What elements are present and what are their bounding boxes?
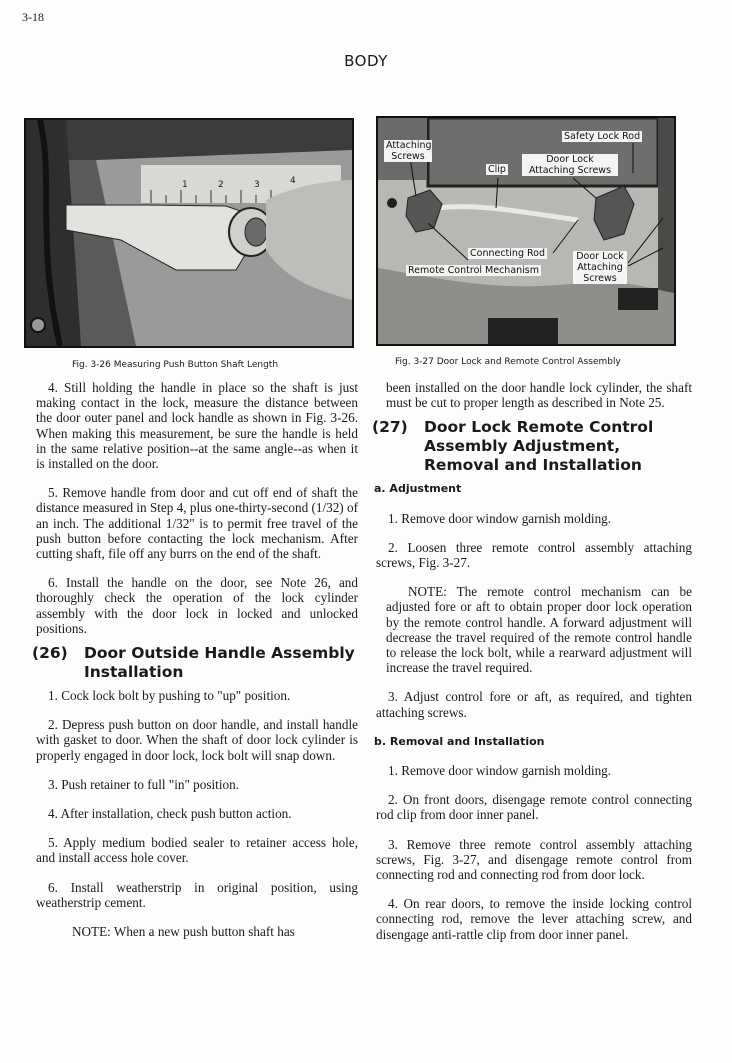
- callout-remote-control-mechanism: Remote Control Mechanism: [408, 265, 540, 276]
- section-26-step-3: 3. Push retainer to full "in" position.: [48, 776, 239, 792]
- right-column: [372, 380, 692, 956]
- figure-3-27-photo: [376, 116, 676, 346]
- callout-door-lock-attaching-screws-top: Door Lock Attaching Screws: [522, 154, 618, 176]
- section-26-step-4: 4. After installation, check push button action.: [48, 806, 292, 822]
- note-continued: been installed on the door handle lock cylinder, the shaft must be cut to proper length as described in Note 25.: [386, 380, 692, 411]
- ruler-mark-2: 2: [218, 180, 224, 190]
- figure-3-26-photo: [24, 118, 354, 348]
- section-26-step-1: 1. Cock lock bolt by pushing to "up" position.: [48, 688, 291, 704]
- step-5-paragraph: 5. Remove handle from door and cut off end of shaft the distance measured in Step 4, plus one-thirty-second (1/32) of an inch. The additional 1/32" is to permit free travel of the push button before contacting the lock mechanism. After cutting shaft, file off any burrs on the end of the shaft.: [36, 485, 358, 562]
- section-26-number: (26): [32, 644, 68, 663]
- section-27-number: (27): [372, 418, 408, 437]
- page-title: BODY: [344, 52, 388, 70]
- adjustment-note: NOTE: The remote control mechanism can be adjusted fore or aft to obtain proper door lock operation by the remote control handle. A forward adjustment will decrease the travel required of the remote control handle to release the lock bolt, while a rearward adjustment will increase the travel required.: [386, 584, 692, 676]
- figure-3-27-caption: Fig. 3-27 Door Lock and Remote Control Assembly: [395, 357, 621, 367]
- removal-step-1: 1. Remove door window garnish molding.: [388, 763, 612, 779]
- left-column: [32, 380, 358, 953]
- step-6-paragraph: 6. Install the handle on the door, see Note 26, and thoroughly check the operation of the lock cylinder assembly with the door lock in locked and unlocked positions.: [36, 575, 358, 636]
- removal-heading: b. Removal and Installation: [374, 734, 545, 748]
- section-26-step-2: 2. Depress push button on door handle, and install handle with gasket to door. When the shaft of door lock cylinder is properly engaged in door lock, lock bolt will snap down.: [36, 717, 358, 763]
- callout-attaching-screws: Attaching Screws: [386, 140, 432, 162]
- callout-door-lock-attaching-screws-bottom: Door Lock Attaching Screws: [573, 251, 627, 284]
- callout-connecting-rod: Connecting Rod: [470, 248, 546, 259]
- section-26-title: Door Outside Handle Assembly Installation: [84, 644, 355, 682]
- adjustment-step-1: 1. Remove door window garnish molding.: [388, 510, 612, 526]
- section-27-heading: [372, 418, 692, 475]
- page-number: 3-18: [22, 10, 44, 24]
- section-26-step-6: 6. Install weatherstrip in original position, using weatherstrip cement.: [36, 879, 358, 910]
- ruler-mark-1: 1: [182, 180, 188, 190]
- callout-safety-lock-rod: Safety Lock Rod: [564, 131, 641, 142]
- figure-3-26-caption: Fig. 3-26 Measuring Push Button Shaft Length: [72, 360, 279, 370]
- section-27-title: Door Lock Remote Control Assembly Adjustment, Removal and Installation: [424, 418, 654, 475]
- callout-clip: Clip: [488, 164, 506, 175]
- adjustment-step-2: 2. Loosen three remote control assembly attaching screws, Fig. 3-27.: [376, 539, 692, 571]
- adjustment-step-3: 3. Adjust control fore or aft, as required, and tighten attaching screws.: [376, 689, 692, 720]
- ruler-mark-3: 3: [254, 180, 260, 190]
- adjustment-heading: a. Adjustment: [374, 482, 462, 496]
- section-26-step-5: 5. Apply medium bodied sealer to retainer access hole, and install access hole cover.: [36, 835, 358, 866]
- push-button-measurement-illustration: [26, 120, 352, 346]
- removal-step-4: 4. On rear doors, to remove the inside locking control connecting rod, remove the lever attaching screw, and disengage anti-rattle clip from door inner panel.: [376, 896, 692, 942]
- step-4-paragraph: 4. Still holding the handle in place so the shaft is just making contact in the lock, measure the distance between the door outer panel and lock handle as shown in Fig. 3-26. When making this measurement, be sure the handle is held in the same relative position--at the same angle--as when it is installed on the door.: [36, 380, 358, 472]
- removal-step-2: 2. On front doors, disengage remote control connecting rod clip from door inner panel.: [376, 792, 692, 823]
- ruler-mark-4: 4: [290, 176, 296, 186]
- removal-step-3: 3. Remove three remote control assembly attaching screws, Fig. 3-27, and disengage remote control from connecting rod and connecting rod from door lock.: [376, 836, 692, 883]
- section-26-heading: [32, 644, 358, 682]
- section-26-note-start: NOTE: When a new push button shaft has: [72, 924, 295, 940]
